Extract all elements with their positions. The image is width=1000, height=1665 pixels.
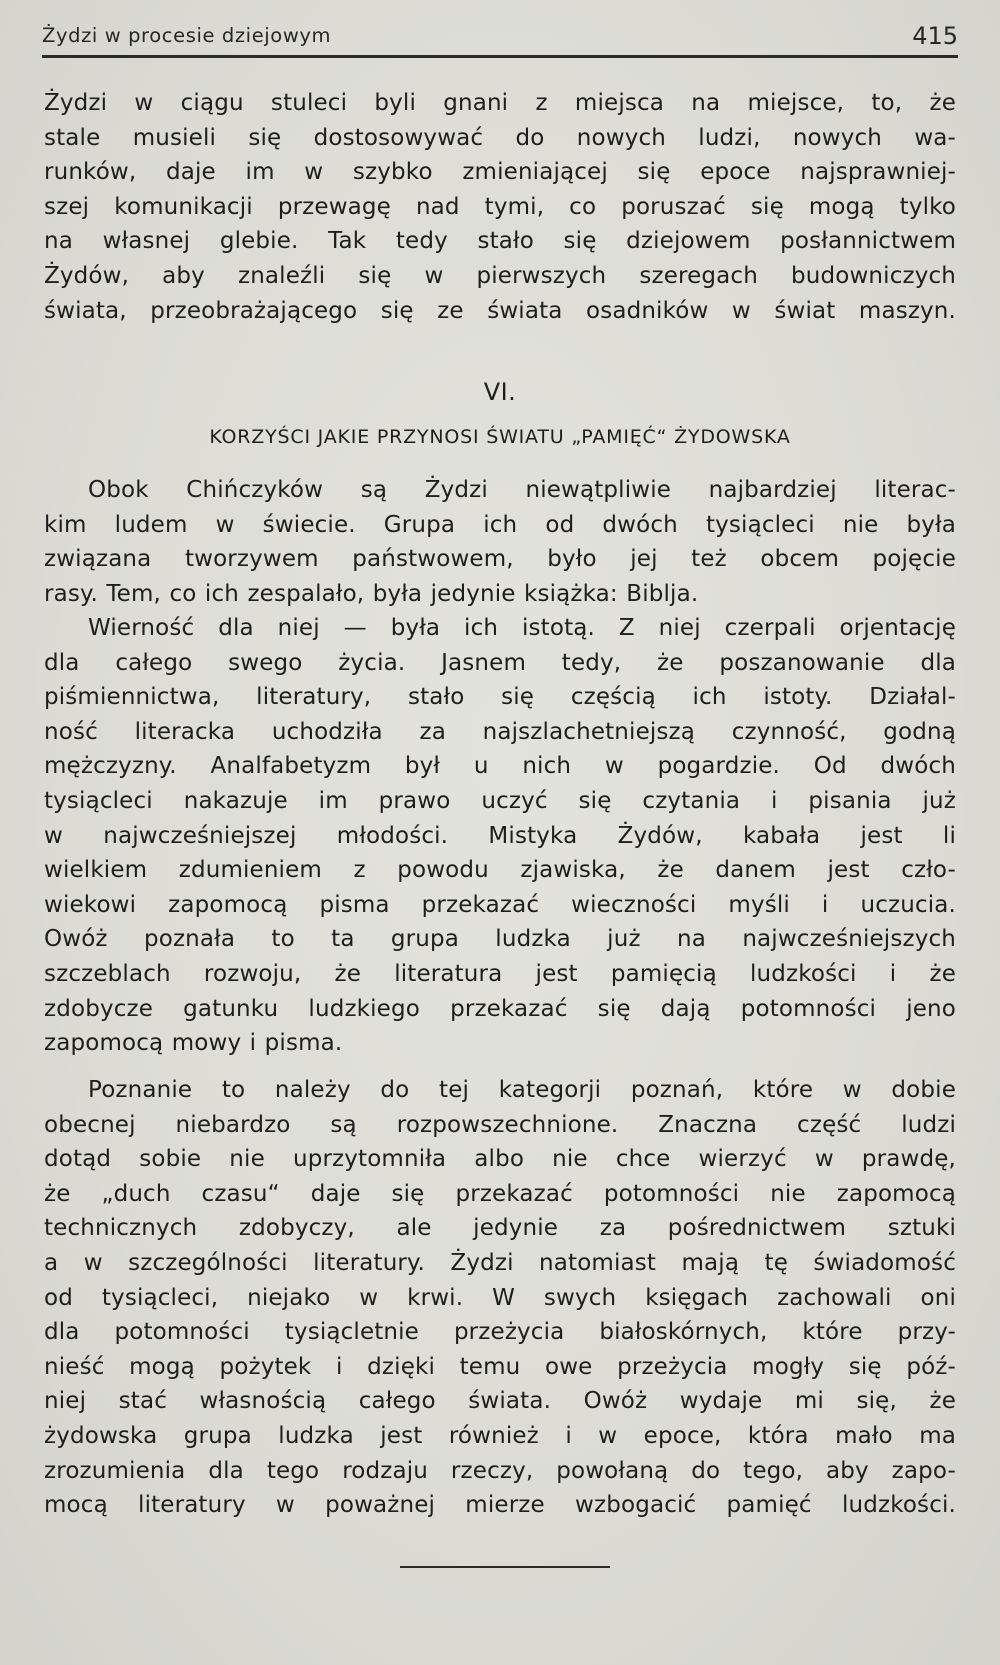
text-line: kim ludem w świecie. Grupa ich od dwóch tysiącleci nie była bbox=[44, 511, 956, 538]
paragraph-4 bbox=[44, 1073, 956, 1523]
text-line: runków, daje im w szybko zmieniającej się epoce najsprawniej- bbox=[44, 159, 956, 186]
text-line: wielkiem zdumieniem z powodu zjawiska, że danem jest czło- bbox=[44, 857, 956, 884]
text-line: a w szczególności literatury. Żydzi natomiast mają tę świadomość bbox=[44, 1249, 956, 1276]
text-line: mężczyzny. Analfabetyzm był u nich w pogardzie. Od dwóch bbox=[44, 753, 956, 780]
text-line: wiekowi zapomocą pisma przekazać wieczności myśli i uczucia. bbox=[44, 891, 956, 918]
paragraph-2 bbox=[44, 473, 956, 611]
text-line: świata, przeobrażającego się ze świata osadników w świat maszyn. bbox=[44, 297, 956, 324]
text-line: tysiącleci nakazuje im prawo uczyć się czytania i pisania już bbox=[44, 787, 956, 814]
text-line: zdobycze gatunku ludzkiego przekazać się dają potomności jeno bbox=[44, 995, 956, 1022]
text-line: rasy. Tem, co ich zespalało, była jedynie książka: Biblja. bbox=[44, 580, 699, 607]
text-line: od tysiącleci, niejako w krwi. W swych księgach zachowali oni bbox=[44, 1284, 956, 1311]
section-title: KORZYŚCI JAKIE PRZYNOSI ŚWIATU „PAMIĘĆ“ ŻYDOWSKA bbox=[209, 426, 791, 448]
paragraph-1 bbox=[44, 86, 956, 328]
end-rule bbox=[400, 1566, 610, 1568]
text-line: stale musieli się dostosowywać do nowych ludzi, nowych wa- bbox=[44, 124, 956, 151]
text-line: Obok Chińczyków są Żydzi niewątpliwie najbardziej literac- bbox=[88, 477, 956, 503]
text-line: obecnej niebardzo są rozpowszechnione. Znaczna część ludzi bbox=[44, 1111, 956, 1138]
text-line: mocą literatury w poważnej mierze wzbogacić pamięć ludzkości. bbox=[44, 1492, 956, 1519]
running-head: Żydzi w procesie dziejowym bbox=[42, 24, 332, 47]
header-rule bbox=[42, 55, 958, 58]
text-line: na własnej glebie. Tak tedy stało się dziejowem posłannictwem bbox=[44, 228, 956, 255]
text-line: w najwcześniejszej młodości. Mistyka Żydów, kabała jest li bbox=[44, 822, 956, 849]
text-line: Wierność dla niej — była ich istotą. Z niej czerpali orjentację bbox=[88, 615, 956, 641]
text-line: zapomocą mowy i pisma. bbox=[44, 1030, 343, 1057]
text-line: Żydów, aby znaleźli się w pierwszych szeregach budowniczych bbox=[44, 262, 956, 289]
page-number: 415 bbox=[912, 22, 958, 50]
section-number: VI. bbox=[483, 378, 517, 406]
text-line: dla całego swego życia. Jasnem tedy, że poszanowanie dla bbox=[44, 649, 956, 676]
page-header bbox=[42, 20, 958, 56]
text-line: żydowska grupa ludzka jest również i w epoce, która mało ma bbox=[44, 1422, 956, 1449]
text-line: dla potomności tysiącletnie przeżycia białoskórnych, które przy- bbox=[44, 1319, 956, 1346]
text-line: że „duch czasu“ daje się przekazać potomności nie zapomocą bbox=[44, 1180, 956, 1207]
text-line: szej komunikacji przewagę nad tymi, co poruszać się mogą tylko bbox=[44, 193, 956, 220]
text-line: Poznanie to należy do tej kategorji poznań, które w dobie bbox=[88, 1077, 956, 1103]
text-line: dotąd sobie nie uprzytomniła albo nie chce wierzyć w prawdę, bbox=[44, 1146, 956, 1173]
text-line: związana tworzywem państwowem, było jej też obcem pojęcie bbox=[44, 546, 956, 573]
text-line: technicznych zdobyczy, ale jedynie za pośrednictwem sztuki bbox=[44, 1215, 956, 1242]
paragraph-3 bbox=[44, 611, 956, 1061]
text-line: zrozumienia dla tego rodzaju rzeczy, powołaną do tego, aby zapo- bbox=[44, 1457, 956, 1484]
text-line: szczeblach rozwoju, że literatura jest pamięcią ludzkości i że bbox=[44, 960, 956, 987]
text-line: niej stać własnością całego świata. Owóż wydaje mi się, że bbox=[44, 1388, 956, 1415]
text-line: piśmiennictwa, literatury, stało się częścią ich istoty. Działal- bbox=[44, 684, 956, 711]
text-line: Żydzi w ciągu stuleci byli gnani z miejsca na miejsce, to, że bbox=[44, 90, 956, 116]
text-line: ność literacka uchodziła za najszlachetniejszą czynność, godną bbox=[44, 718, 956, 745]
text-line: nieść mogą pożytek i dzięki temu owe przeżycia mogły się póź- bbox=[44, 1353, 956, 1380]
text-line: Owóż poznała to ta grupa ludzka już na najwcześniejszych bbox=[44, 926, 956, 953]
